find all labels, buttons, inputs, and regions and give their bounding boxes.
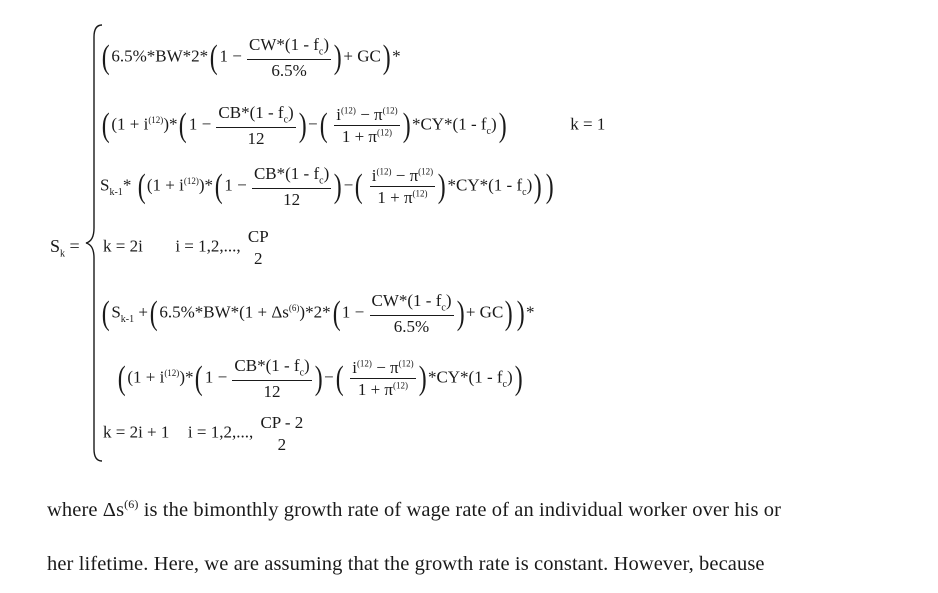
row6-frac2-num-sup2: (12): [398, 358, 414, 369]
row5-frac-num-sub: c: [441, 302, 446, 314]
row1-fraction: [247, 36, 331, 79]
row3-s: S: [100, 175, 110, 195]
row3-frac2-den: 1 + π: [377, 188, 413, 208]
equation-row-6: ($(1 + i^{(12)})*(1$ − $\frac{CB*(1 - f_c)}{12}$ )−( $\frac{i^{(12)} - \pi^{(12)}}{1 + \pi^{(12)}}$ )$*CY*(1 - f_c)$): [117, 356, 523, 402]
row5-one-minus: 1 −: [341, 302, 365, 322]
row1-frac-num-end: ): [323, 35, 330, 54]
row3-fraction-2: [370, 167, 435, 206]
row3-fraction-1: [252, 165, 331, 208]
equation-lhs: [50, 236, 80, 260]
row6-fraction-2: [350, 359, 415, 398]
row1-frac-num: CW*(1 - f: [249, 35, 319, 54]
row2-frac-num-sub: c: [283, 114, 289, 126]
row3-frac-den: 12: [283, 190, 301, 210]
row5-frac-num: CW*(1 - f: [371, 291, 442, 310]
row2-frac2-den-sup: (12): [376, 127, 392, 138]
row7-frac-num: CP - 2: [260, 413, 304, 432]
row3-frac2-num: i: [371, 166, 377, 186]
row6-term-a-sup: (12): [164, 367, 180, 378]
lhs-equals: =: [69, 236, 80, 256]
row3-s-sub: k-1: [109, 187, 123, 198]
row6-frac-num: CB*(1 - f: [234, 356, 300, 375]
row3-term-b-end: ): [526, 175, 533, 195]
row3-term-a2: )*: [198, 175, 214, 195]
row5-s-sub: k-1: [120, 314, 135, 325]
row3-one-minus: 1 −: [224, 175, 247, 195]
row2-frac2-num-sup2: (12): [382, 105, 398, 116]
prose-line1-rest: is the bimonthly growth rate of wage rate of an individual worker over his or: [138, 498, 782, 521]
row2-frac2-num-mid: − π: [355, 105, 383, 125]
row6-frac-num-end: ): [304, 356, 310, 375]
equation-row-2: ($(1 + i^{(12)})*(1$ − $\frac{CB*(1 - f_c)}{12}$ )−( $\frac{i^{(12)} - \pi^{(12)}}{1 + \pi^{(12)}}$ )$*CY*(1 - f_c)$) k = 1: [101, 103, 606, 149]
row6-term-a: (1 + i: [127, 367, 165, 387]
row6-term-b-end: ): [507, 367, 513, 387]
row5-term-a: 6.5%*BW*(1 + Δs: [159, 302, 289, 322]
row5-plus: +: [138, 302, 148, 322]
row3-minus: −: [343, 175, 354, 195]
row5-s: S: [111, 302, 121, 322]
row4-frac-num: CP: [247, 227, 269, 246]
row3-frac2-num-sup: (12): [376, 166, 392, 177]
row1-frac-num-sub: c: [318, 46, 324, 58]
row2-minus: −: [308, 114, 318, 134]
equation-row-5: ($S_{k-1} +(6.5\%*BW*(1 + \Delta s^{(6)})*2*(1$ − $\frac{CW*(1 - f_c)}{6.5\%}$ )+ GC))*: [101, 291, 535, 337]
row2-frac2-num-sup: (12): [340, 105, 356, 116]
equation-row-7: [103, 414, 306, 453]
row3-star: *: [122, 175, 132, 195]
equation-row-1: (6.5%*BW*2*(1 − $\frac{CW*(1 - f_c)}{6.5\%}$ )+ GC)*: [101, 35, 401, 81]
row6-frac2-num: i: [352, 358, 357, 378]
row1-term-a: 6.5%*BW*2*: [111, 46, 209, 66]
row3-frac2-num-sup2: (12): [418, 166, 434, 177]
row2-frac-den: 12: [247, 129, 265, 149]
equation-row-4: [103, 228, 272, 267]
row5-frac-den: 6.5%: [393, 317, 430, 337]
row6-term-b-sub: c: [502, 379, 507, 390]
prose-line-1: [47, 497, 781, 522]
equation-row-3: $S_{k-1}*$ ($(1 + i^{(12)})*(1$ − $\frac{CB*(1 - f_c)}{12}$ )−( $\frac{i^{(12)} - \pi^{(12)}}{1 + \pi^{(12)}}$ )$*CY*(1 - f_c)$)): [100, 164, 554, 210]
row5-term-a2: )*2*: [299, 302, 331, 322]
cases-brace: [84, 23, 104, 463]
row4-fraction: [246, 228, 271, 267]
row3-term-b-sub: c: [522, 187, 527, 198]
row6-frac-num-sub: c: [299, 367, 305, 379]
row7-i-range: i = 1,2,...,: [187, 422, 254, 442]
row7-frac-den: 2: [277, 435, 287, 454]
row2-fraction-2: [334, 106, 399, 145]
row4-frac-den: 2: [254, 249, 263, 268]
prose-line1-sup: (6): [124, 497, 139, 511]
row6-frac2-den-sup: (12): [392, 380, 408, 391]
row6-fraction-1: [232, 357, 311, 400]
row2-one-minus: 1 −: [188, 114, 212, 134]
row1-term-c: *: [392, 46, 401, 66]
row1-one-minus: 1 −: [219, 46, 242, 66]
prose-line-2: her lifetime. Here, we are assuming that the growth rate is constant. However, because: [47, 553, 765, 575]
row4-i-range: i = 1,2,...,: [175, 236, 241, 256]
row2-frac-num-end: ): [288, 103, 294, 122]
row5-fraction: [370, 292, 454, 335]
row5-frac-num-end: ): [445, 291, 452, 310]
row2-term-b-end: ): [491, 114, 497, 134]
row1-frac-den: 6.5%: [271, 61, 307, 81]
row6-frac2-num-mid: − π: [371, 358, 399, 378]
row7-k-cond: k = 2i + 1: [103, 422, 170, 442]
row2-frac2-den: 1 + π: [341, 127, 377, 147]
row3-frac-num-end: ): [323, 164, 330, 183]
row2-term-b: *CY*(1 - f: [411, 114, 487, 134]
row6-frac-den: 12: [263, 382, 281, 402]
row2-term-a: (1 + i: [111, 114, 149, 134]
row7-fraction: [258, 414, 305, 453]
row2-term-b-sub: c: [486, 126, 491, 137]
lhs-symbol: S: [50, 236, 61, 256]
row3-frac2-num-mid: − π: [391, 166, 419, 186]
row1-term-b: + GC: [343, 46, 381, 66]
lhs-subscript: k: [60, 248, 66, 260]
row2-condition: k = 1: [570, 114, 606, 134]
row5-term-c: *: [525, 302, 535, 322]
row3-term-a: (1 + i: [146, 175, 184, 195]
row5-term-a-sup: (6): [288, 302, 300, 313]
row3-term-b: *CY*(1 - f: [447, 175, 523, 195]
row3-frac-num: CB*(1 - f: [253, 164, 320, 183]
row3-term-a-sup: (12): [183, 175, 199, 186]
row6-term-a2: )*: [179, 367, 194, 387]
row6-term-b: *CY*(1 - f: [427, 367, 503, 387]
row3-frac-num-sub: c: [319, 175, 324, 187]
row5-term-b: + GC: [465, 302, 504, 322]
row6-frac2-den: 1 + π: [357, 380, 393, 400]
row2-term-a-sup: (12): [148, 114, 164, 125]
row2-fraction-1: [216, 104, 295, 147]
row2-frac2-num: i: [336, 105, 341, 125]
row6-minus: −: [324, 367, 334, 387]
row6-one-minus: 1 −: [204, 367, 228, 387]
row2-frac-num: CB*(1 - f: [218, 103, 284, 122]
row2-term-a2: )*: [163, 114, 178, 134]
row6-frac2-num-sup: (12): [356, 358, 372, 369]
row4-k-cond: k = 2i: [103, 236, 143, 256]
prose-line1-start: where Δs: [47, 498, 125, 521]
row3-frac2-den-sup: (12): [412, 188, 428, 199]
